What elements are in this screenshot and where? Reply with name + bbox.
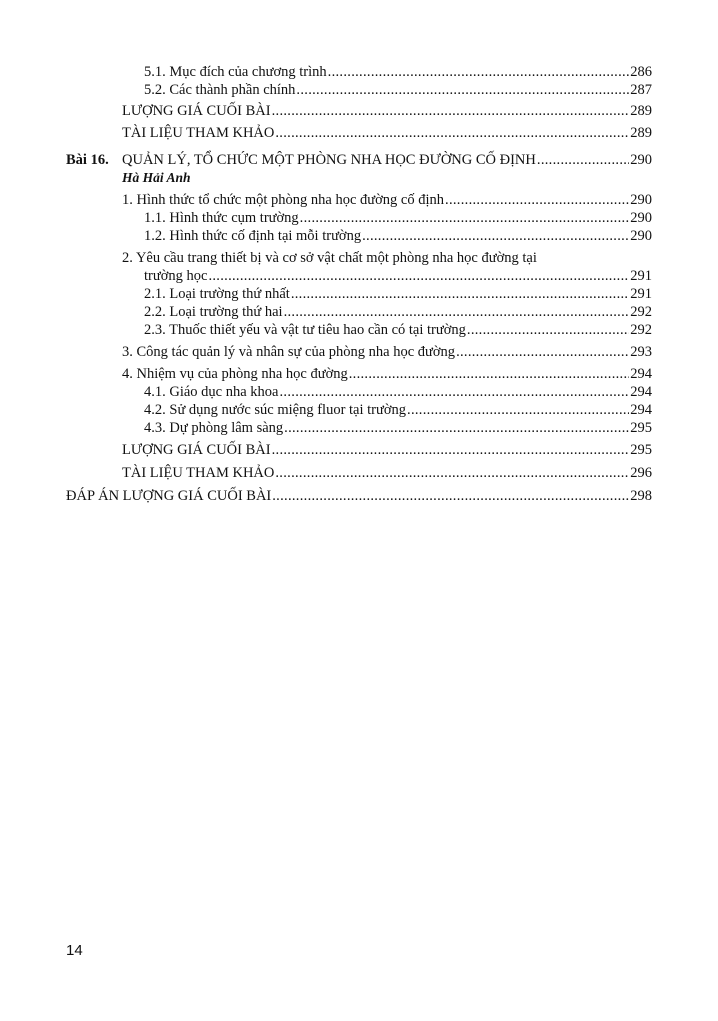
toc-entry-title: trường học	[144, 268, 208, 284]
toc-entry[interactable]	[122, 101, 652, 121]
toc-entry[interactable]	[122, 190, 652, 210]
toc-entry-title: QUẢN LÝ, TỔ CHỨC MỘT PHÒNG NHA HỌC ĐƯỜNG CỐ ĐỊNH	[122, 152, 536, 168]
toc-entry-page: 298	[630, 488, 652, 504]
toc-entry[interactable]	[122, 342, 652, 362]
leader-dots	[272, 101, 630, 121]
toc-entry[interactable]	[144, 382, 652, 402]
toc-entry-page: 293	[630, 344, 652, 360]
toc-entry-page: 290	[630, 152, 652, 168]
toc-entry[interactable]	[144, 80, 652, 100]
toc-entry-title: 1. Hình thức tổ chức một phòng nha học đường cố định	[122, 192, 445, 208]
lesson-author: Hà Hải Anh	[122, 170, 191, 185]
lesson-number: Bài 16.	[66, 152, 109, 168]
toc-lesson-heading[interactable]	[122, 150, 652, 170]
toc-entry-title: LƯỢNG GIÁ CUỐI BÀI	[122, 442, 271, 458]
toc-entry[interactable]	[144, 418, 652, 438]
toc-entry-page: 296	[630, 465, 652, 481]
toc-entry-page: 294	[630, 366, 652, 382]
toc-entry-page: 290	[630, 228, 652, 244]
toc-entry-page: 295	[630, 442, 652, 458]
toc-entry-page: 287	[630, 82, 652, 98]
leader-dots	[272, 486, 629, 506]
leader-dots	[407, 400, 629, 420]
leader-dots	[208, 266, 629, 286]
leader-dots	[456, 342, 629, 362]
leader-dots	[467, 320, 629, 340]
toc-entry-title: TÀI LIỆU THAM KHẢO	[122, 465, 275, 481]
toc-entry-title: LƯỢNG GIÁ CUỐI BÀI	[122, 103, 271, 119]
toc-entry-title: 4.1. Giáo dục nha khoa	[144, 384, 279, 400]
toc-entry-page: 290	[630, 210, 652, 226]
toc-entry-page: 286	[630, 64, 652, 80]
toc-entry-title: 3. Công tác quản lý và nhân sự của phòng nha học đường	[122, 344, 456, 360]
toc-entry-title: 5.1. Mục đích của chương trình	[144, 64, 327, 80]
toc-entry-title[interactable]: 2. Yêu cầu trang thiết bị và cơ sở vật chất một phòng nha học đường tại	[122, 250, 537, 266]
leader-dots	[537, 150, 629, 170]
toc-entry-page: 295	[630, 420, 652, 436]
leader-dots	[349, 364, 630, 384]
leader-dots	[291, 284, 629, 304]
toc-entry-page: 294	[630, 402, 652, 418]
toc-entry[interactable]	[144, 226, 652, 246]
toc-entry-title: 4.2. Sử dụng nước súc miệng fluor tại trường	[144, 402, 407, 418]
leader-dots	[362, 226, 629, 246]
toc-entry[interactable]	[144, 302, 652, 322]
toc-entry[interactable]	[122, 463, 652, 483]
leader-dots	[284, 418, 629, 438]
toc-entry[interactable]	[122, 440, 652, 460]
toc-entry-page: 290	[630, 192, 652, 208]
toc-entry[interactable]	[122, 123, 652, 143]
toc-entry-page: 291	[630, 286, 652, 302]
toc-entry-page: 291	[630, 268, 652, 284]
toc-entry-title: 4.3. Dự phòng lâm sàng	[144, 420, 284, 436]
leader-dots	[296, 80, 629, 100]
toc-entry[interactable]	[122, 364, 652, 384]
toc-entry-page: 289	[630, 125, 652, 141]
leader-dots	[272, 440, 630, 460]
toc-entry[interactable]	[144, 320, 652, 340]
toc-entry[interactable]	[144, 62, 652, 82]
toc-entry-title: 1.2. Hình thức cố định tại mỗi trường	[144, 228, 362, 244]
toc-entry-title: 2.2. Loại trường thứ hai	[144, 304, 283, 320]
toc-entry-page: 289	[630, 103, 652, 119]
leader-dots	[328, 62, 630, 82]
toc-entry[interactable]	[144, 266, 652, 286]
toc-entry-title: 1.1. Hình thức cụm trường	[144, 210, 299, 226]
toc-entry-title: TÀI LIỆU THAM KHẢO	[122, 125, 275, 141]
toc-entry[interactable]	[144, 284, 652, 304]
leader-dots	[284, 302, 630, 322]
toc-entry-title: 2.1. Loại trường thứ nhất	[144, 286, 290, 302]
toc-entry-page: 292	[630, 322, 652, 338]
toc-entry-title: 4. Nhiệm vụ của phòng nha học đường	[122, 366, 348, 382]
page-number: 14	[66, 942, 83, 959]
leader-dots	[445, 190, 629, 210]
toc-entry-title: 2.3. Thuốc thiết yếu và vật tư tiêu hao cần có tại trường	[144, 322, 466, 338]
toc-entry-page: 294	[630, 384, 652, 400]
leader-dots	[275, 463, 629, 483]
toc-entry[interactable]	[144, 208, 652, 228]
toc-entry[interactable]	[144, 400, 652, 420]
leader-dots	[280, 382, 630, 402]
toc-entry[interactable]	[66, 486, 652, 506]
toc-entry-title: ĐÁP ÁN LƯỢNG GIÁ CUỐI BÀI	[66, 488, 272, 504]
leader-dots	[275, 123, 629, 143]
leader-dots	[300, 208, 630, 228]
toc-entry-title: 5.2. Các thành phần chính	[144, 82, 296, 98]
toc-entry-page: 292	[630, 304, 652, 320]
